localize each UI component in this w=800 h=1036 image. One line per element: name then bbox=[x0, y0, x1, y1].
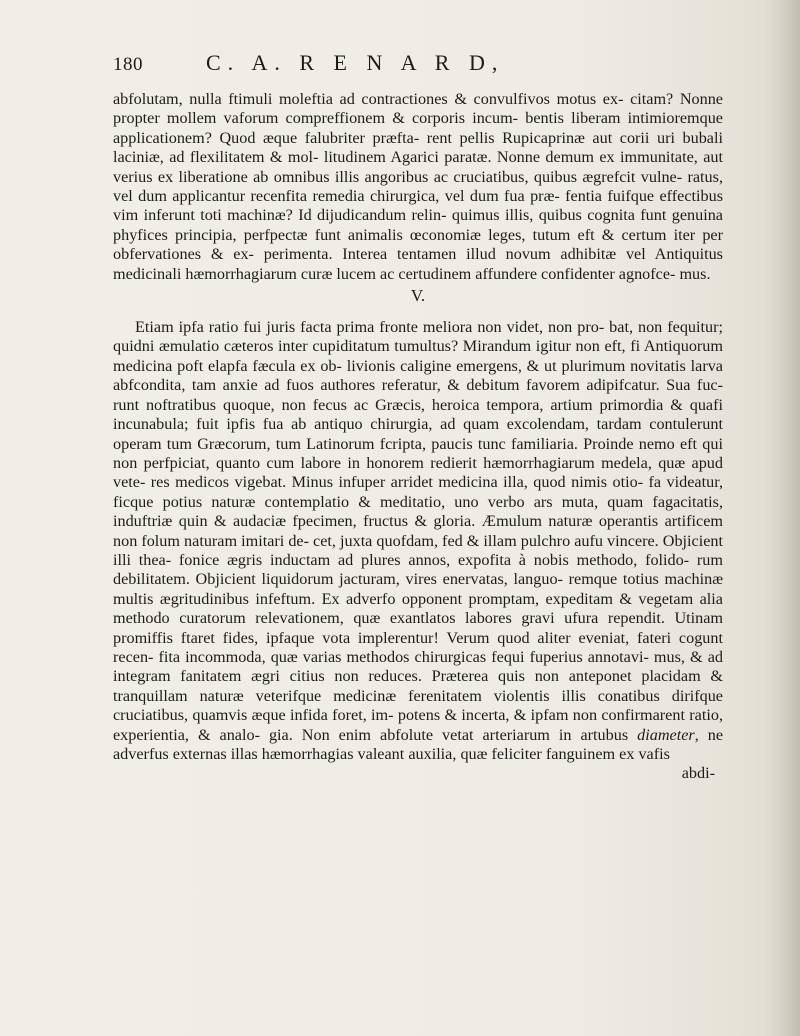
italic-term: diameter bbox=[637, 725, 695, 744]
body-text bbox=[113, 90, 723, 784]
section-number: V. bbox=[410, 286, 426, 306]
page-header bbox=[113, 50, 733, 84]
page-number: 180 bbox=[113, 54, 143, 75]
paragraph-2-tail: , ne adverfus externas illas hæmorrhagias valeant auxilia, quæ feliciter fanguinem ex vafis bbox=[113, 725, 724, 763]
catchword: abdi- bbox=[681, 764, 715, 783]
paragraph-2 bbox=[113, 318, 723, 764]
running-head: C. A. R E N A R D, bbox=[206, 50, 505, 75]
paragraph-2-text: Etiam ipfa ratio fui juris facta prima fronte meliora non videt, non pro- bat, non fequitur; quidni æmulatio cæteros inter cupiditatum tumultus? Mirandum igitur non eft, fi Antiquorum medicina poft elapfa fæcula ex ob- livionis caligine emergens, & ut plurimum novitatis larva abfcondita, tam anxie ad fuos authores referatur, & debitum favorem adipifcatur. Sua fuc- runt noftratibus quoque, non fecus ac Græcis, heroica tempora, artium primordia & quafi incunabula; fuit ipfis fua ab antiquo chirurgia, ad quam excolendam, tardam contulerunt operam tum Græcorum, tum Latinorum fcripta, paucis tunc familiaria. Proinde nemo eft qui non perfpiciat, quanto cum labore in honorem redierit hæmorrhagiarum medela, quæ apud vete- res medicos vigebat. Minus infuper arridet medicina illa, quod nimis otio- fa videatur, ficque potius naturæ contemplatio & meditatio, uno verbo ars muta, quam fagacitatis, induftriæ quin & audaciæ fpecimen, fructus & gloria. Æmulum naturæ operantis artificem non folum naturam imitari de- cet, juxta quofdam, fed & illam pulchro aufu vincere. Objicient illi thea- fonice ægris inductam ad plures annos, expofita à nobis methodo, folido- rum debilitatem. Objicient liquidorum jacturam, vires enervatas, languo- remque totius machinæ multis ægritudinibus infeftum. Ex adverfo opponent promptam, expeditam & vegetam alia methodo curatorum relevationem, quæ exantlatos labores gravi ufura rependit. Utinam promiffis ftaret fides, ipfaque vota implerentur! Verum quod aliter eveniat, fateri cogunt recen- fita incommoda, quæ varias methodos chirurgicas fequi fuperius annotavi- mus, & ad integram fanitatem ægri citius non reduces. Præterea quis non anteponet placidam & tranquillam naturæ veterifque medicinæ ferenitatem violentis illis conatibus dirifque cruciatibus, quamvis æque infida foret, im- potens & incerta, & ipfam non confirmarent ratio, experientia, & analo- gia. Non enim abfolute vetat arteriarum in artubus bbox=[113, 318, 723, 744]
page-edge-shadow bbox=[766, 0, 800, 1036]
paragraph-1: abfolutam, nulla ftimuli moleftia ad contractiones & convulfivos motus ex- citam? Nonne propter mollem vaforum compreffionem & corporis incum- bentis liberam intimioremque applicationem? Quod æque falubriter præfta- rent pellis Rupicaprinæ aut corii uri bubali laciniæ, ad flexilitatem & mol- litudinem Agarici paratæ. Nonne demum ex immunitate, aut verius ex liberatione ab omnibus illis angoribus ac cruciatibus, quibus ægrefcit vulne- ratus, vel dum applicantur recenfita remedia chirurgica, vel dum fua præ- fentia fuifque effectibus vim inferunt toti machinæ? Id dijudicandum relin- quimus illis, quibus cognita funt genuina phyfices principia, perfpectæ funt animalis œconomiæ leges, tutum eft & certum iter per obfervationes & ex- perimenta. Interea tentamen illud novum adhibitæ vel Antiquitus medicinali hæmorrhagiarum curæ lucem ac certudinem affundere confidenter agnofce- mus. bbox=[113, 90, 723, 283]
